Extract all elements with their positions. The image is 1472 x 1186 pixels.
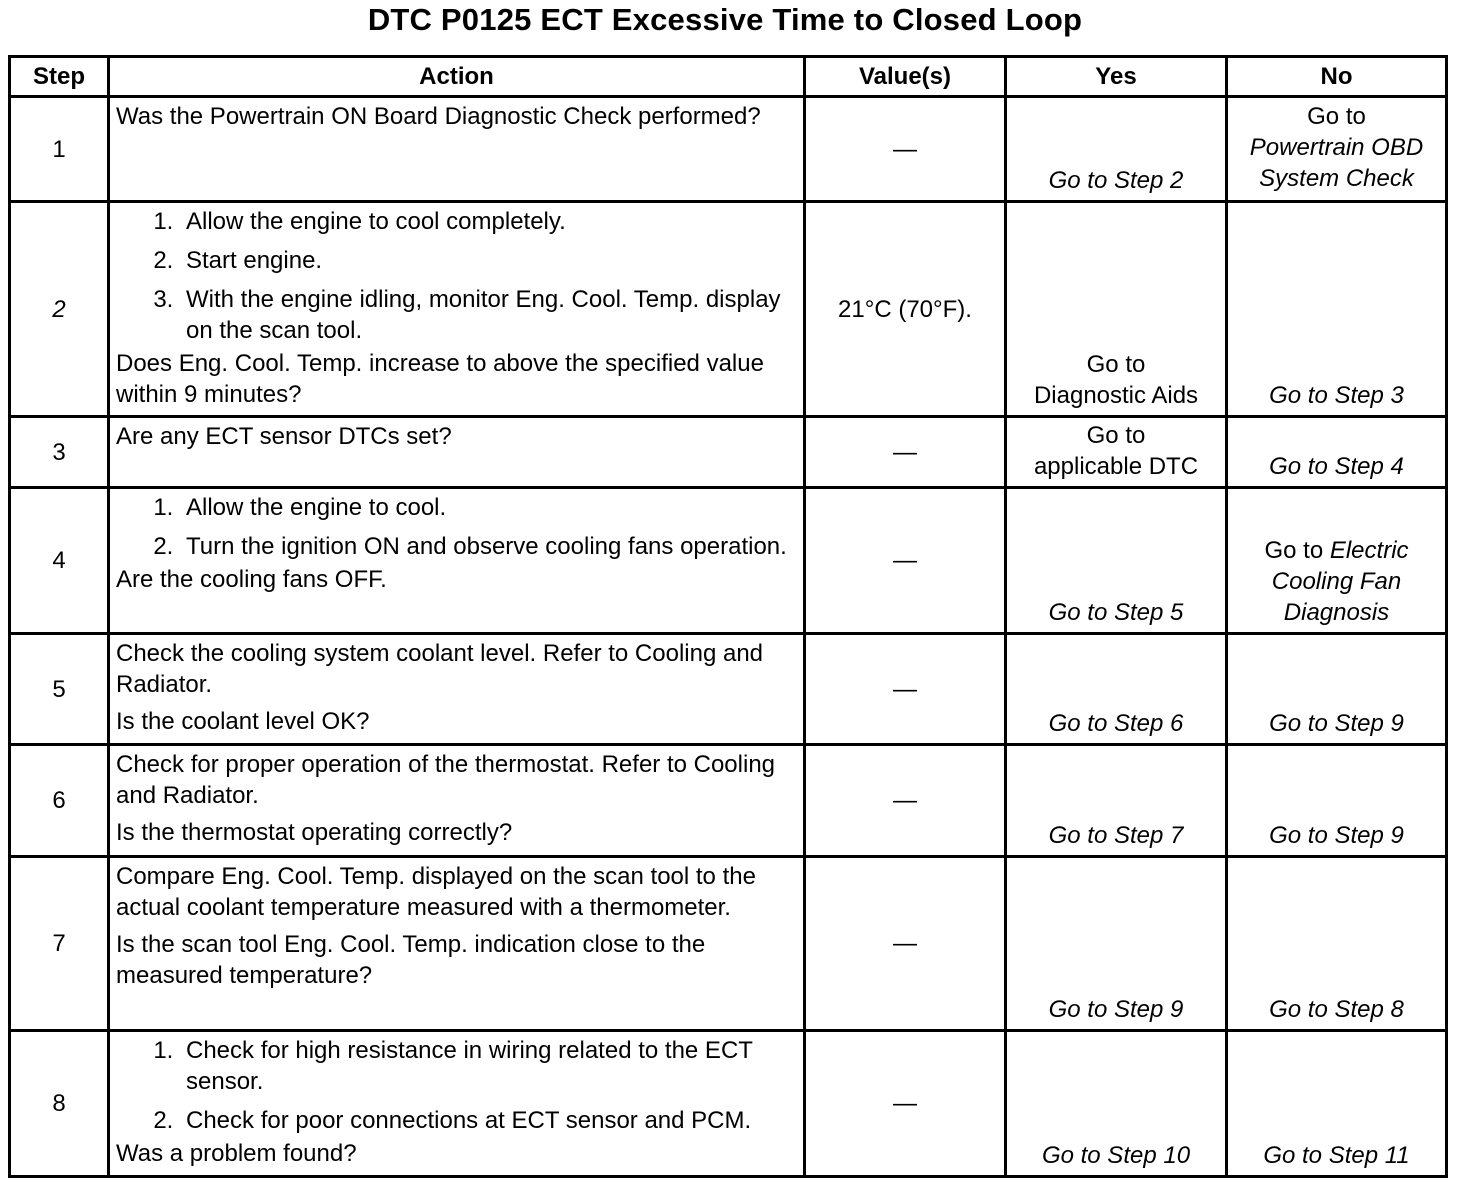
action-text: Check the cooling system coolant level. Refer to Cooling and Radiator. — [116, 639, 764, 698]
no-cell: Go to Step 8 — [1227, 856, 1447, 1031]
action-step: 1. Check for high resistance in wiring related to the ECT sensor. — [180, 1035, 797, 1097]
table-row — [10, 856, 1447, 1031]
step-number: 8 — [10, 1031, 109, 1177]
header-yes: Yes — [1006, 57, 1227, 97]
action-question: Was a problem found? — [116, 1140, 357, 1168]
value-cell: — — [805, 633, 1006, 744]
yes-line-1: Go to — [1086, 351, 1146, 379]
action-step: 1. Allow the engine to cool completely. — [180, 206, 797, 237]
action-text: Check for proper operation of the thermostat. Refer to Cooling and Radiator. — [116, 751, 776, 810]
yes-line-2: Diagnostic Aids — [1033, 382, 1199, 410]
no-cell: Go to Step 3 — [1227, 202, 1447, 417]
action-text: Was the Powertrain ON Board Diagnostic Check performed? — [116, 103, 761, 130]
action-question: Does Eng. Cool. Temp. increase to above the specified value within 9 minutes? — [116, 350, 764, 409]
value-cell: — — [805, 1031, 1006, 1177]
action-step: 2. Start engine. — [180, 245, 797, 276]
action-step: 1. Allow the engine to cool. — [180, 492, 797, 523]
page-title: DTC P0125 ECT Excessive Time to Closed Loop — [367, 2, 1083, 37]
action-question: Is the scan tool Eng. Cool. Temp. indication close to the measured temperature? — [116, 930, 706, 989]
action-cell — [109, 488, 805, 634]
action-steps-list — [116, 1035, 797, 1136]
action-step: 2. Check for poor connections at ECT sensor and PCM. — [180, 1105, 797, 1136]
action-steps-list — [116, 492, 797, 562]
table-row — [10, 202, 1447, 417]
no-cell: Go to Step 4 — [1227, 417, 1447, 488]
step-number: 1 — [10, 97, 109, 202]
yes-cell: Go to Step 6 — [1006, 633, 1227, 744]
no-link: Powertrain OBD System Check — [1249, 133, 1424, 192]
no-cell: Go to Step 11 — [1227, 1031, 1447, 1177]
action-cell — [109, 202, 805, 417]
yes-cell: Go to Step 2 — [1006, 97, 1227, 202]
yes-cell: Go to Step 9 — [1006, 856, 1227, 1031]
header-action: Action — [109, 57, 805, 97]
yes-cell: Go to Step 7 — [1006, 745, 1227, 856]
value-cell: — — [805, 417, 1006, 488]
table-row — [10, 488, 1447, 634]
no-cell: Go to Step 9 — [1227, 745, 1447, 856]
yes-cell — [1006, 202, 1227, 417]
table-row — [10, 745, 1447, 856]
value-cell: — — [805, 745, 1006, 856]
action-text: Are any ECT sensor DTCs set? — [116, 423, 452, 451]
action-question: Is the thermostat operating correctly? — [116, 819, 513, 847]
action-cell — [109, 417, 805, 488]
diagnostic-table — [8, 55, 1448, 1178]
no-prefix: Go to — [1307, 102, 1366, 130]
no-cell — [1227, 488, 1447, 634]
action-cell — [109, 856, 805, 1031]
action-cell — [109, 633, 805, 744]
value-cell: 21°C (70°F). — [805, 202, 1006, 417]
no-cell: Go to Step 9 — [1227, 633, 1447, 744]
step-number: 5 — [10, 633, 109, 744]
step-number: 4 — [10, 488, 109, 634]
value-cell: — — [805, 488, 1006, 634]
yes-line-1: Go to — [1086, 422, 1146, 450]
value-cell: — — [805, 97, 1006, 202]
action-question: Are the cooling fans OFF. — [116, 566, 387, 594]
action-step: 2. Turn the ignition ON and observe cooling fans operation. — [180, 531, 797, 562]
step-number: 2 — [10, 202, 109, 417]
yes-cell: Go to Step 5 — [1006, 488, 1227, 634]
no-link: Electric Cooling Fan Diagnosis — [1271, 536, 1409, 626]
table-row — [10, 633, 1447, 744]
value-cell: — — [805, 856, 1006, 1031]
action-cell — [109, 745, 805, 856]
table-row — [10, 1031, 1447, 1177]
no-cell — [1227, 97, 1447, 202]
action-step: 3. With the engine idling, monitor Eng. Cool. Temp. display on the scan tool. — [180, 284, 797, 346]
yes-cell — [1006, 417, 1227, 488]
yes-line-2: applicable DTC — [1033, 453, 1199, 481]
action-cell — [109, 1031, 805, 1177]
action-cell — [109, 97, 805, 202]
table-row — [10, 97, 1447, 202]
action-text: Compare Eng. Cool. Temp. displayed on the scan tool to the actual coolant temperature measured with a thermometer. — [116, 862, 756, 921]
no-prefix: Go to — [1264, 536, 1324, 564]
header-step: Step — [10, 57, 109, 97]
action-question: Is the coolant level OK? — [116, 707, 370, 735]
yes-cell: Go to Step 10 — [1006, 1031, 1227, 1177]
step-number: 7 — [10, 856, 109, 1031]
header-row — [10, 57, 1447, 97]
table-row — [10, 417, 1447, 488]
header-no: No — [1227, 57, 1447, 97]
action-steps-list — [116, 206, 797, 346]
header-value: Value(s) — [805, 57, 1006, 97]
step-number: 3 — [10, 417, 109, 488]
step-number: 6 — [10, 745, 109, 856]
